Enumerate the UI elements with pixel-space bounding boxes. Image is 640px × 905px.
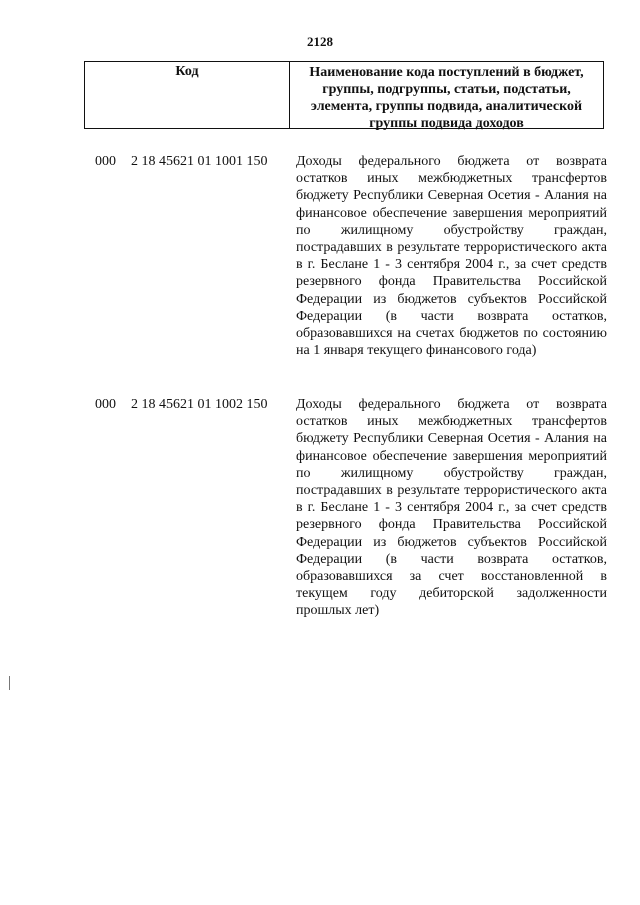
page-number: 2128 bbox=[307, 34, 333, 49]
entry-admin-code: 000 bbox=[95, 154, 116, 169]
entry-description: Доходы федерального бюджета от возврата остатков иных межбюджетных трансфертов бюджету Республики Северная Осетия - Алания на финансовое обеспечение завершения мероприятий по жилищному обустройству граждан, пострадавших в результате террористического акта в г. Беслане 1 - 3 сентября 2004 г., за счет средств резервного фонда Правительства Российской Федерации из бюджетов субъектов Российской Федерации (в части возврата остатков, образовавшихся за счет восстановленной в текущем году дебиторской задолженности прошлых лет) bbox=[296, 397, 607, 619]
table-header bbox=[84, 61, 604, 129]
entry-code: 2 18 45621 01 1001 150 bbox=[131, 154, 268, 169]
header-code-label: Код bbox=[85, 62, 290, 128]
table-row bbox=[95, 396, 610, 620]
entry-code: 2 18 45621 01 1002 150 bbox=[131, 397, 268, 412]
scan-margin-mark bbox=[9, 676, 10, 690]
table-row bbox=[95, 153, 610, 359]
entry-admin-code: 000 bbox=[95, 397, 116, 412]
entry-description: Доходы федерального бюджета от возврата остатков иных межбюджетных трансфертов бюджету Республики Северная Осетия - Алания на финансовое обеспечение завершения мероприятий по жилищному обустройству граждан, пострадавших в результате террористического акта в г. Беслане 1 - 3 сентября 2004 г., за счет средств резервного фонда Правительства Российской Федерации из бюджетов субъектов Российской Федерации (в части возврата остатков, образовавшихся на счетах бюджетов по состоянию на 1 января текущего финансового года) bbox=[296, 154, 607, 359]
header-name-label: Наименование кода поступлений в бюджет, группы, подгруппы, статьи, подстатьи, элемента, группы подвида, аналитической группы подвида доходов bbox=[309, 65, 584, 131]
